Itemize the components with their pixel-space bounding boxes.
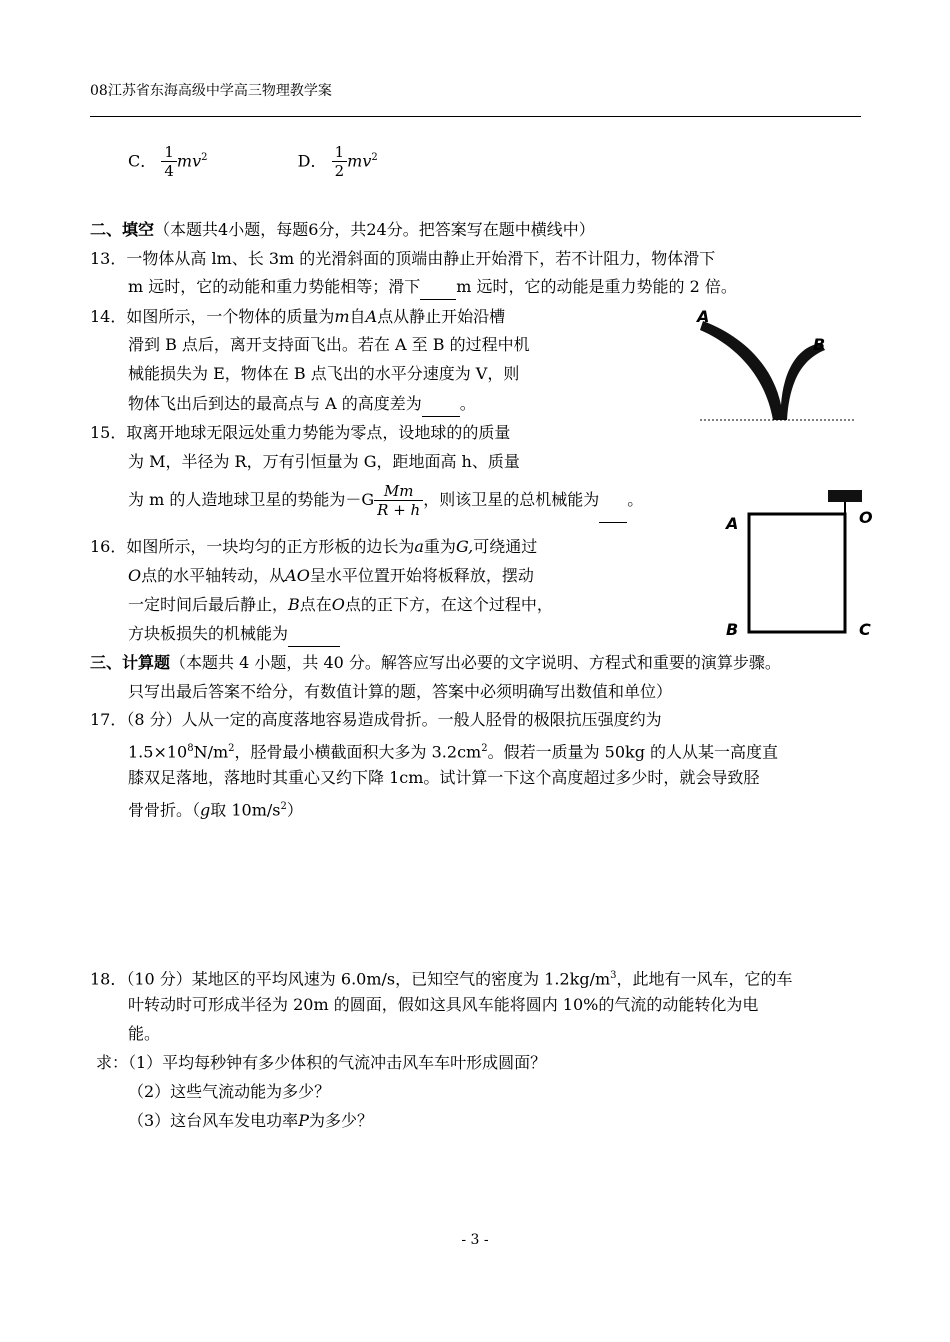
q14-line2: 滑到 B 点后，离开支持面飞出。若在 A 至 B 的过程中机 xyxy=(128,335,530,354)
q18-ask1: 求：（1）平均每秒钟有多少体积的气流冲击风车车叶形成圆面？ xyxy=(96,1053,547,1072)
q14-line1: 14．如图所示，一个物体的质量为m自A点从静止开始沿槽 xyxy=(90,307,506,326)
q15-line2: 为 M，半径为 R，万有引恒量为 G，距地面高 h、质量 xyxy=(128,452,520,471)
figure-label-b: B xyxy=(726,620,739,639)
section3-heading: 三、计算题（本题共 4 小题，共 40 分。解答应写出必要的文字说明、方程式和重要的演算步骤。 xyxy=(90,653,781,672)
q14-trough-figure xyxy=(695,305,875,430)
q18-line3: 能。 xyxy=(128,1024,161,1043)
figure-label-o: O xyxy=(859,508,873,527)
q16-line4: 方块板损失的机械能为 xyxy=(128,622,340,647)
q14-line4: 物体飞出后到达的最高点与 A 的高度差为 。 xyxy=(128,392,476,417)
option-c-fraction: $\frac{1}{4}$ xyxy=(161,143,177,180)
option-c-label: C． xyxy=(128,151,157,171)
figure-label-c: C xyxy=(859,620,871,639)
option-d-fraction: $\frac{1}{2}$ xyxy=(332,143,348,180)
q17-line3: 膝双足落地，落地时其重心又约下降 1cm。试计算一下这个高度超过多少时，就会导致胫 xyxy=(128,768,760,787)
q18-ask2: （2）这些气流动能为多少？ xyxy=(128,1082,331,1101)
q16-plate-figure xyxy=(722,488,882,643)
section3-desc2: 只写出最后答案不给分，有数值计算的题，答案中必须明确写出数值和单位） xyxy=(128,682,673,701)
q13-line2: m 远时，它的动能和重力势能相等；滑下 m 远时，它的动能是重力势能的 2 倍。 xyxy=(128,275,737,300)
q16-line2: O点的水平轴转动，从AO呈水平位置开始将板释放，摆动 xyxy=(128,566,534,585)
q16-line1: 16．如图所示，一块均匀的正方形板的边长为a重为G,可绕通过 xyxy=(90,537,538,556)
potential-fraction: $\frac{Mm}{R + h}$ xyxy=(374,482,423,519)
q17-line1: 17．（8 分）人从一定的高度落地容易造成骨折。一般人胫骨的极限抗压强度约为 xyxy=(90,710,662,729)
q17-line2: $1.5\times 10^8N/m^2$，胫骨最小横截面积大多为 $3.2cm^2$。假若一质量为 50kg 的人从某一高度直 xyxy=(128,742,779,762)
page-number: - 3 - xyxy=(461,1232,489,1248)
page-header: 08江苏省东海高级中学高三物理教学案 xyxy=(90,83,332,99)
header-rule xyxy=(90,116,861,117)
section2-heading: 二、填空（本题共4小题，每题6分，共24分。把答案写在题中横线中） xyxy=(90,220,595,239)
q18-line1: 18．（10 分）某地区的平均风速为 6.0m/s，已知空气的密度为 $1.2kg/m^3$，此地有一风车，它的车 xyxy=(90,969,793,989)
q18-ask3: （3）这台风车发电功率P为多少？ xyxy=(128,1111,373,1130)
figure-label-a: A xyxy=(726,514,739,533)
figure-label-b: B xyxy=(813,335,826,354)
q17-line4: 骨骨折。（g取 $10m/s^2$） xyxy=(128,800,303,820)
q14-line3: 械能损失为 E，物体在 B 点飞出的水平分速度为 V，则 xyxy=(128,364,520,383)
q18-line2: 叶转动时可形成半径为 20m 的圆面，假如这具风车能将圆内 10%的气流的动能转化为电 xyxy=(128,995,759,1014)
option-d-expr: mv xyxy=(347,151,372,171)
option-c-expr: mv xyxy=(176,151,202,171)
q13-line1: 13．一物体从高 lm、长 3m 的光滑斜面的顶端由静止开始滑下，若不计阻力，物体滑下 xyxy=(90,249,716,268)
q15-line3: 为 m 的人造地球卫星的势能为－G $\frac{Mm}{R + h}$ ，则该卫星的总机械能为 。 xyxy=(128,478,643,523)
q12-options: C． $\frac{1}{4}$ $mv^2$ D． $\frac{1}{2}$ $mv^2$ xyxy=(128,143,378,181)
option-d-label: D． xyxy=(297,151,327,171)
q16-line3: 一定时间后最后静止，B点在O点的正下方，在这个过程中， xyxy=(128,595,553,614)
figure-label-a: A xyxy=(697,307,710,326)
q15-line1: 15．取离开地球无限远处重力势能为零点，设地球的的质量 xyxy=(90,423,511,442)
